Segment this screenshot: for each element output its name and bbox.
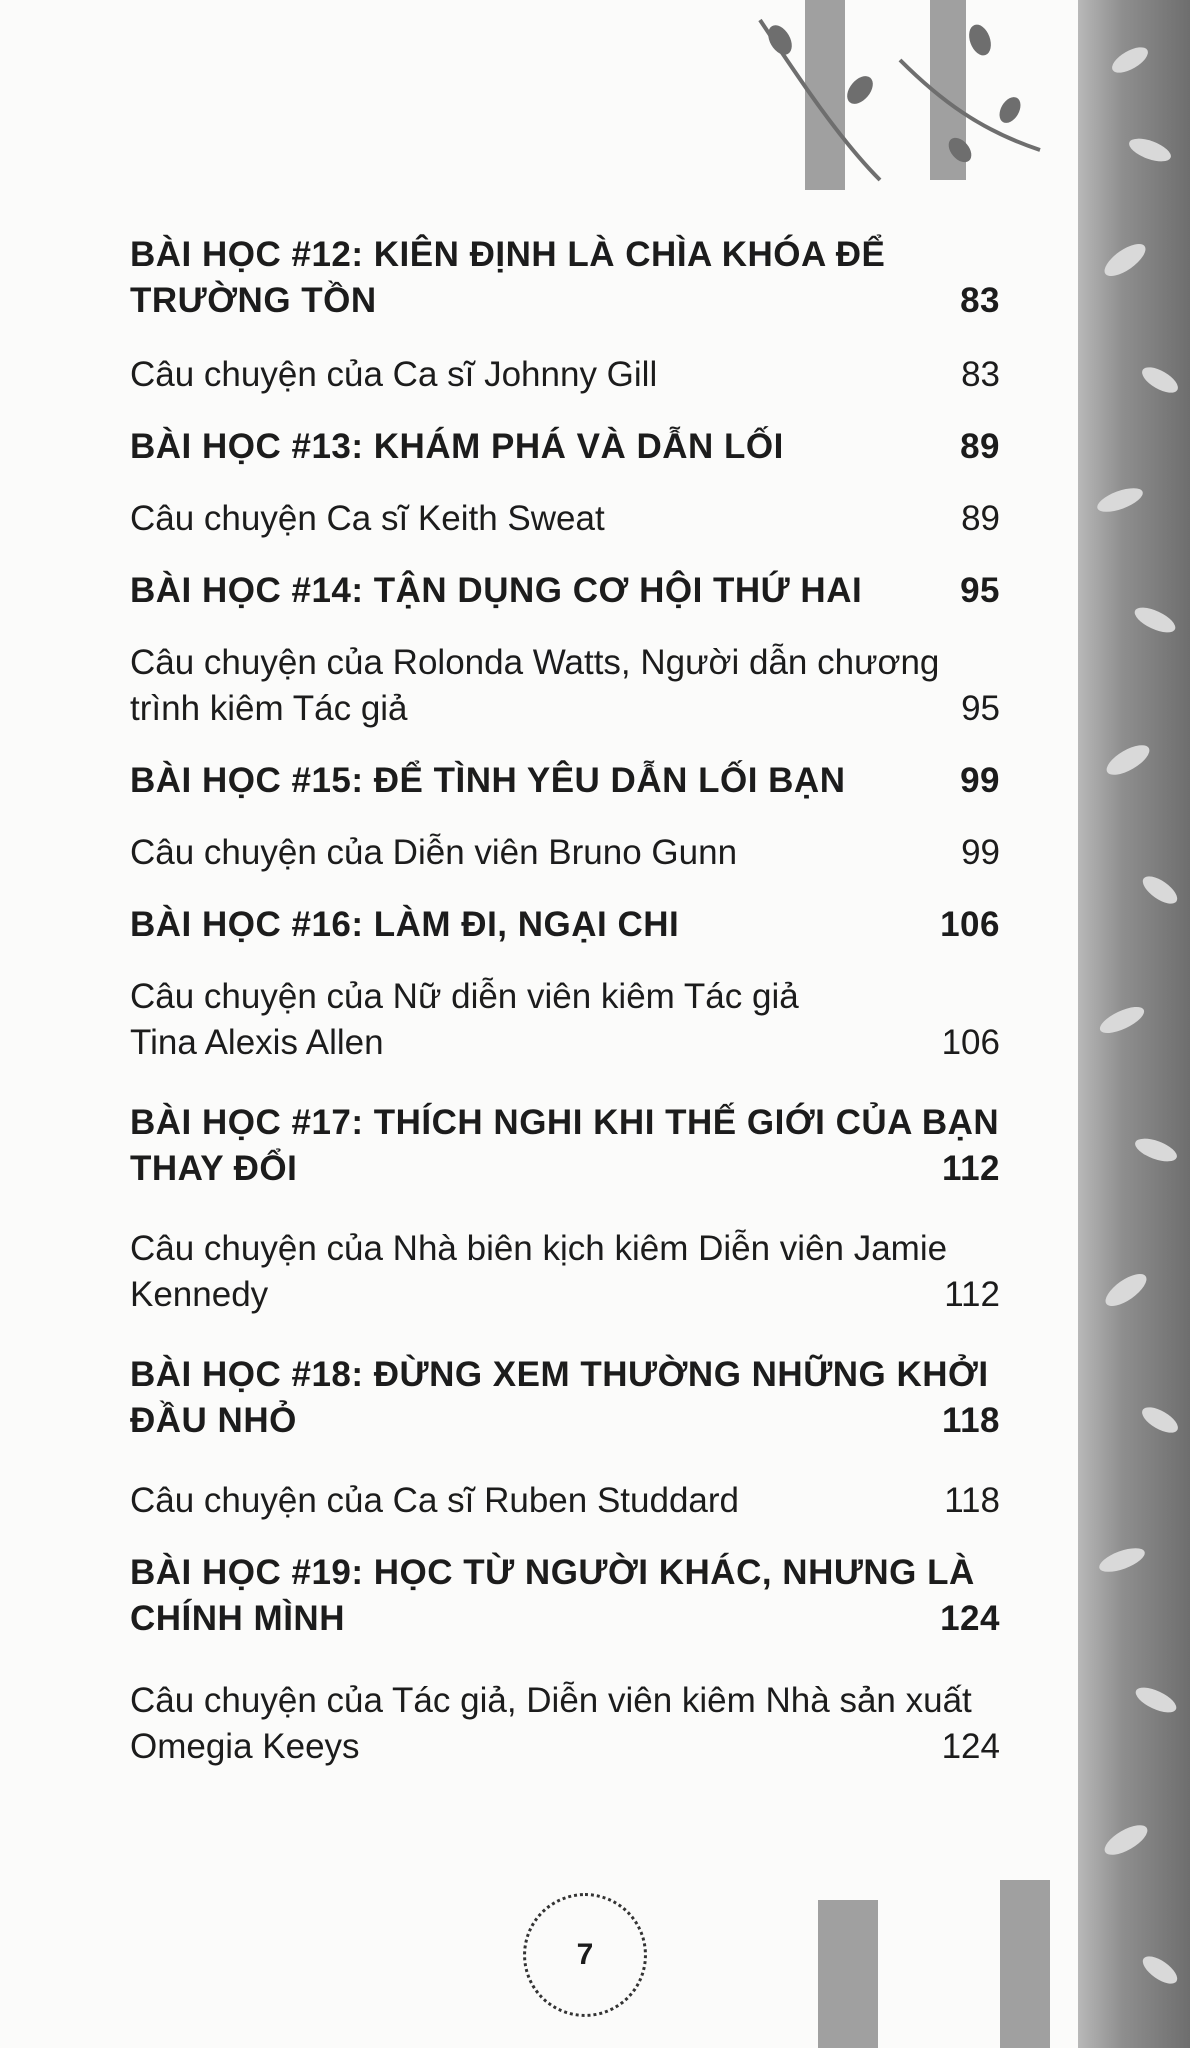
toc-page-number: 112 (942, 1149, 1000, 1188)
toc-lesson-entry (130, 1100, 1000, 1192)
toc-entry-title: BÀI HỌC #14: TẬN DỤNG CƠ HỘI THỨ HAI (130, 571, 863, 610)
toc-entry-title: BÀI HỌC #16: LÀM ĐI, NGẠI CHI (130, 905, 680, 944)
toc-page-number: 118 (944, 1481, 1000, 1520)
toc-entry-line (130, 1146, 1000, 1192)
toc-lesson-entry (130, 232, 1000, 324)
toc-entry-title: BÀI HỌC #17: THÍCH NGHI KHI THẾ GIỚI CỦA BẠN (130, 1103, 1000, 1142)
toc-entry-title: Câu chuyện của Rolonda Watts, Người dẫn chương (130, 643, 940, 682)
toc-entry-line (130, 902, 1000, 948)
toc-lesson-entry (130, 1550, 1000, 1642)
page-number (523, 1893, 647, 2017)
toc-lesson-entry (130, 424, 1000, 470)
toc-entry-title: Câu chuyện của Diễn viên Bruno Gunn (130, 833, 738, 872)
toc-entry-title: BÀI HỌC #19: HỌC TỪ NGƯỜI KHÁC, NHƯNG LÀ (130, 1553, 975, 1592)
toc-page-number: 118 (942, 1401, 1000, 1440)
toc-entry-title: BÀI HỌC #18: ĐỪNG XEM THƯỜNG NHỮNG KHỞI (130, 1355, 989, 1394)
toc-entry-title: Câu chuyện của Nữ diễn viên kiêm Tác giả (130, 977, 799, 1016)
toc-entry-line (130, 1272, 1000, 1318)
toc-entry-line (130, 424, 1000, 470)
toc-entry-line (130, 758, 1000, 804)
toc-page-number: 106 (940, 905, 1000, 944)
toc-entry-title: THAY ĐỔI (130, 1149, 298, 1188)
toc-lesson-entry (130, 902, 1000, 948)
toc-entry-title: CHÍNH MÌNH (130, 1599, 345, 1638)
toc-entry-line (130, 974, 1000, 1020)
toc-page-number: 124 (941, 1727, 1000, 1766)
toc-entry-title: Omegia Keeys (130, 1727, 360, 1766)
toc-entry-line (130, 1100, 1000, 1146)
toc-page-number: 99 (961, 833, 1000, 872)
toc-entry-title: Câu chuyện của Nhà biên kịch kiêm Diễn viên Jamie (130, 1229, 948, 1268)
toc-page-number: 83 (960, 281, 1000, 320)
toc-page-number: 89 (961, 499, 1000, 538)
toc-story-entry (130, 352, 1000, 398)
toc-entry-line (130, 1020, 1000, 1066)
toc-entry-line (130, 1226, 1000, 1272)
toc-entry-title: BÀI HỌC #13: KHÁM PHÁ VÀ DẪN LỐI (130, 427, 784, 466)
toc-story-entry (130, 830, 1000, 876)
toc-entry-title: ĐẦU NHỎ (130, 1401, 297, 1440)
toc-lesson-entry (130, 1352, 1000, 1444)
toc-entry-title: TRƯỜNG TỒN (130, 281, 377, 320)
toc-entry-line (130, 686, 1000, 732)
toc-entry-title: Câu chuyện của Ca sĩ Ruben Studdard (130, 1481, 739, 1520)
toc-entry-line (130, 1352, 1000, 1398)
toc-page-number: 106 (941, 1023, 1000, 1062)
toc-lesson-entry (130, 568, 1000, 614)
toc-entry-line (130, 640, 1000, 686)
toc-entry-title: Kennedy (130, 1275, 269, 1314)
toc-entry-line (130, 1478, 1000, 1524)
toc-entry-line (130, 1550, 1000, 1596)
toc-story-entry (130, 1678, 1000, 1770)
toc-entry-line (130, 830, 1000, 876)
toc-page-number: 89 (960, 427, 1000, 466)
toc-page-number: 95 (961, 689, 1000, 728)
toc-page-number: 99 (960, 761, 1000, 800)
toc-story-entry (130, 1478, 1000, 1524)
toc-entry-line (130, 232, 1000, 278)
toc-page-number: 124 (940, 1599, 1000, 1638)
toc-entry-title: BÀI HỌC #12: KIÊN ĐỊNH LÀ CHÌA KHÓA ĐỂ (130, 235, 886, 274)
page-number-label: 7 (576, 1938, 594, 1971)
toc-page-number: 112 (944, 1275, 1000, 1314)
toc-entry-line (130, 278, 1000, 324)
decorative-strip (1078, 0, 1190, 2048)
toc-entry-title: trình kiêm Tác giả (130, 689, 408, 728)
toc-entry-line (130, 496, 1000, 542)
toc-story-entry (130, 640, 1000, 732)
toc-lesson-entry (130, 758, 1000, 804)
toc-story-entry (130, 974, 1000, 1066)
toc-entry-line (130, 1398, 1000, 1444)
toc-entry-line (130, 352, 1000, 398)
toc-entry-title: Câu chuyện Ca sĩ Keith Sweat (130, 499, 605, 538)
toc-page-number: 83 (961, 355, 1000, 394)
toc-story-entry (130, 496, 1000, 542)
toc-entry-line (130, 1678, 1000, 1724)
toc-page-number: 95 (960, 571, 1000, 610)
toc-entry-line (130, 1596, 1000, 1642)
toc-entry-title: Tina Alexis Allen (130, 1023, 384, 1062)
toc-entry-title: Câu chuyện của Tác giả, Diễn viên kiêm Nhà sản xuất (130, 1681, 972, 1720)
toc-entry-title: Câu chuyện của Ca sĩ Johnny Gill (130, 355, 658, 394)
toc-story-entry (130, 1226, 1000, 1318)
toc-entry-line (130, 1724, 1000, 1770)
toc-entry-line (130, 568, 1000, 614)
toc-entry-title: BÀI HỌC #15: ĐỂ TÌNH YÊU DẪN LỐI BẠN (130, 761, 846, 800)
